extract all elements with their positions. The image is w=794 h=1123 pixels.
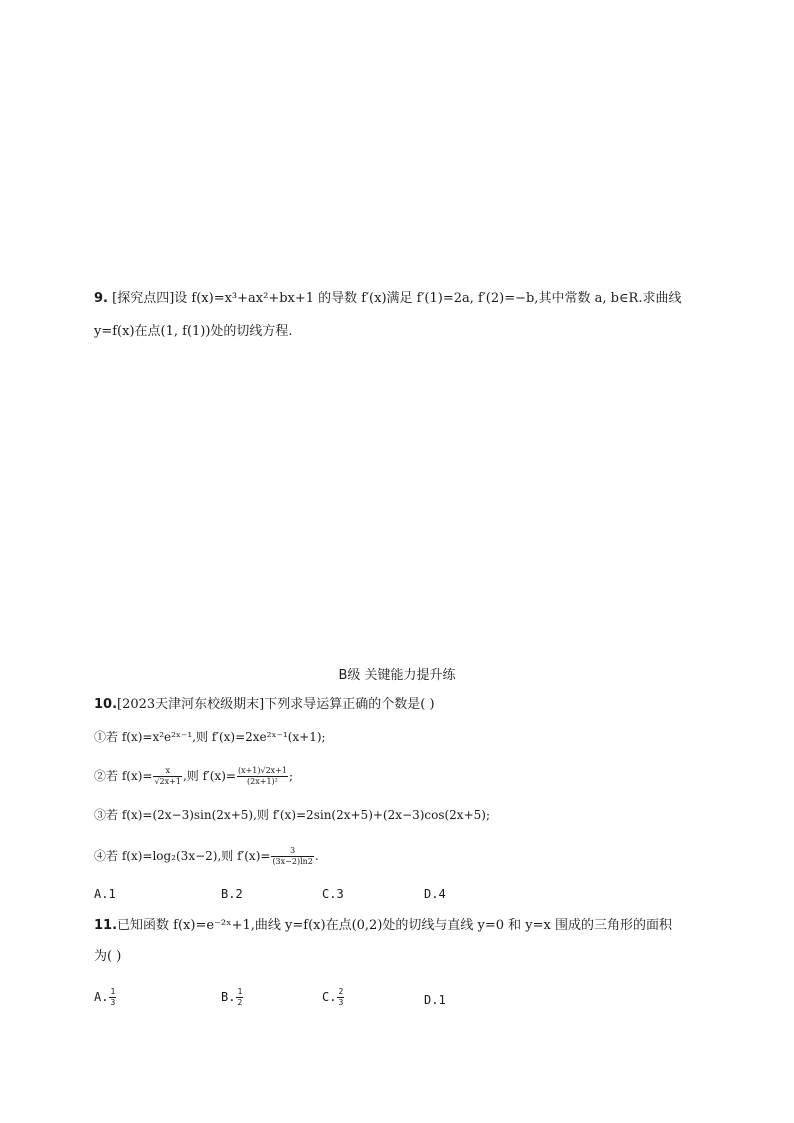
item-2-fraction-2 <box>237 766 288 787</box>
question-11-number: 11. <box>94 918 118 933</box>
fraction-denominator: 3 <box>338 998 344 1007</box>
fraction-denominator: (2x+1)² <box>237 776 288 787</box>
option-letter: C. <box>322 990 337 1004</box>
fraction-numerator: 1 <box>237 987 243 996</box>
option-fraction <box>337 987 344 1008</box>
question-10-option-a[interactable]: A.1 <box>94 887 116 901</box>
item-4-end: . <box>314 849 319 863</box>
option-fraction <box>109 987 116 1008</box>
question-9-number: 9. <box>94 291 108 306</box>
fraction-denominator: √2x+1 <box>154 777 181 786</box>
question-10-item-4 <box>94 846 319 867</box>
item-2-prefix: ②若 f(x)= <box>94 769 153 783</box>
question-9-line-2 <box>94 322 293 342</box>
question-10-number: 10. <box>94 697 118 712</box>
question-11-text-line-1: 已知函数 f(x)=e⁻²ˣ+1,曲线 y=f(x)在点(0,2)处的切线与直线 y=0 和 y=x 围成的三角形的面积 <box>117 918 672 933</box>
fraction-numerator: 3 <box>290 846 296 855</box>
question-11-line-2: 为( ) <box>94 949 122 964</box>
question-10-option-c[interactable]: C.3 <box>322 887 344 901</box>
question-9-text-line-2: y=f(x)在点(1, f(1))处的切线方程. <box>94 324 293 339</box>
question-9-tag: [探究点四] <box>112 291 175 306</box>
question-10-item-1: ①若 f(x)=x²e²ˣ⁻¹,则 f′(x)=2xe²ˣ⁻¹(x+1); <box>94 730 326 744</box>
question-11-line-1 <box>94 916 672 936</box>
question-10-stem-text: [2023天津河东校级期末]下列求导运算正确的个数是( ) <box>117 697 435 712</box>
option-fraction <box>236 987 243 1008</box>
question-10-option-d[interactable]: D.4 <box>424 887 446 901</box>
question-11-option-d[interactable]: D.1 <box>424 993 446 1007</box>
question-11-option-a[interactable] <box>94 987 117 1008</box>
item-2-end: ; <box>288 769 294 783</box>
fraction-numerator: 2 <box>338 987 344 996</box>
fraction-denominator: 3 <box>110 998 116 1007</box>
fraction-numerator: x <box>165 766 170 775</box>
question-9-line-1 <box>94 289 681 309</box>
option-letter: A. <box>94 990 109 1004</box>
question-10-option-b[interactable]: B.2 <box>221 887 243 901</box>
item-2-middle: ,则 f′(x)= <box>182 769 236 783</box>
fraction-denominator: (3x−2)ln2 <box>272 857 313 866</box>
question-11-option-c[interactable] <box>322 987 345 1008</box>
question-10-stem <box>94 695 435 715</box>
fraction-numerator: (x+1)√2x+1 <box>237 766 287 775</box>
item-2-fraction-1 <box>153 766 182 787</box>
question-9-text-line-1: 设 f(x)=x³+ax²+bx+1 的导数 f′(x)满足 f′(1)=2a, f′(2)=−b,其中常数 a, b∈R.求曲线 <box>174 291 682 306</box>
fraction-numerator: 1 <box>110 987 116 996</box>
question-10-item-3: ③若 f(x)=(2x−3)sin(2x+5),则 f′(x)=2sin(2x+5)+(2x−3)cos(2x+5); <box>94 808 490 822</box>
question-10-item-2 <box>94 766 293 787</box>
item-4-prefix: ④若 f(x)=log₂(3x−2),则 f′(x)= <box>94 849 271 863</box>
option-letter: B. <box>221 990 236 1004</box>
item-4-fraction <box>271 846 313 867</box>
section-title: B级 关键能力提升练 <box>338 668 456 683</box>
fraction-denominator: 2 <box>237 998 243 1007</box>
question-11-option-b[interactable] <box>221 987 244 1008</box>
